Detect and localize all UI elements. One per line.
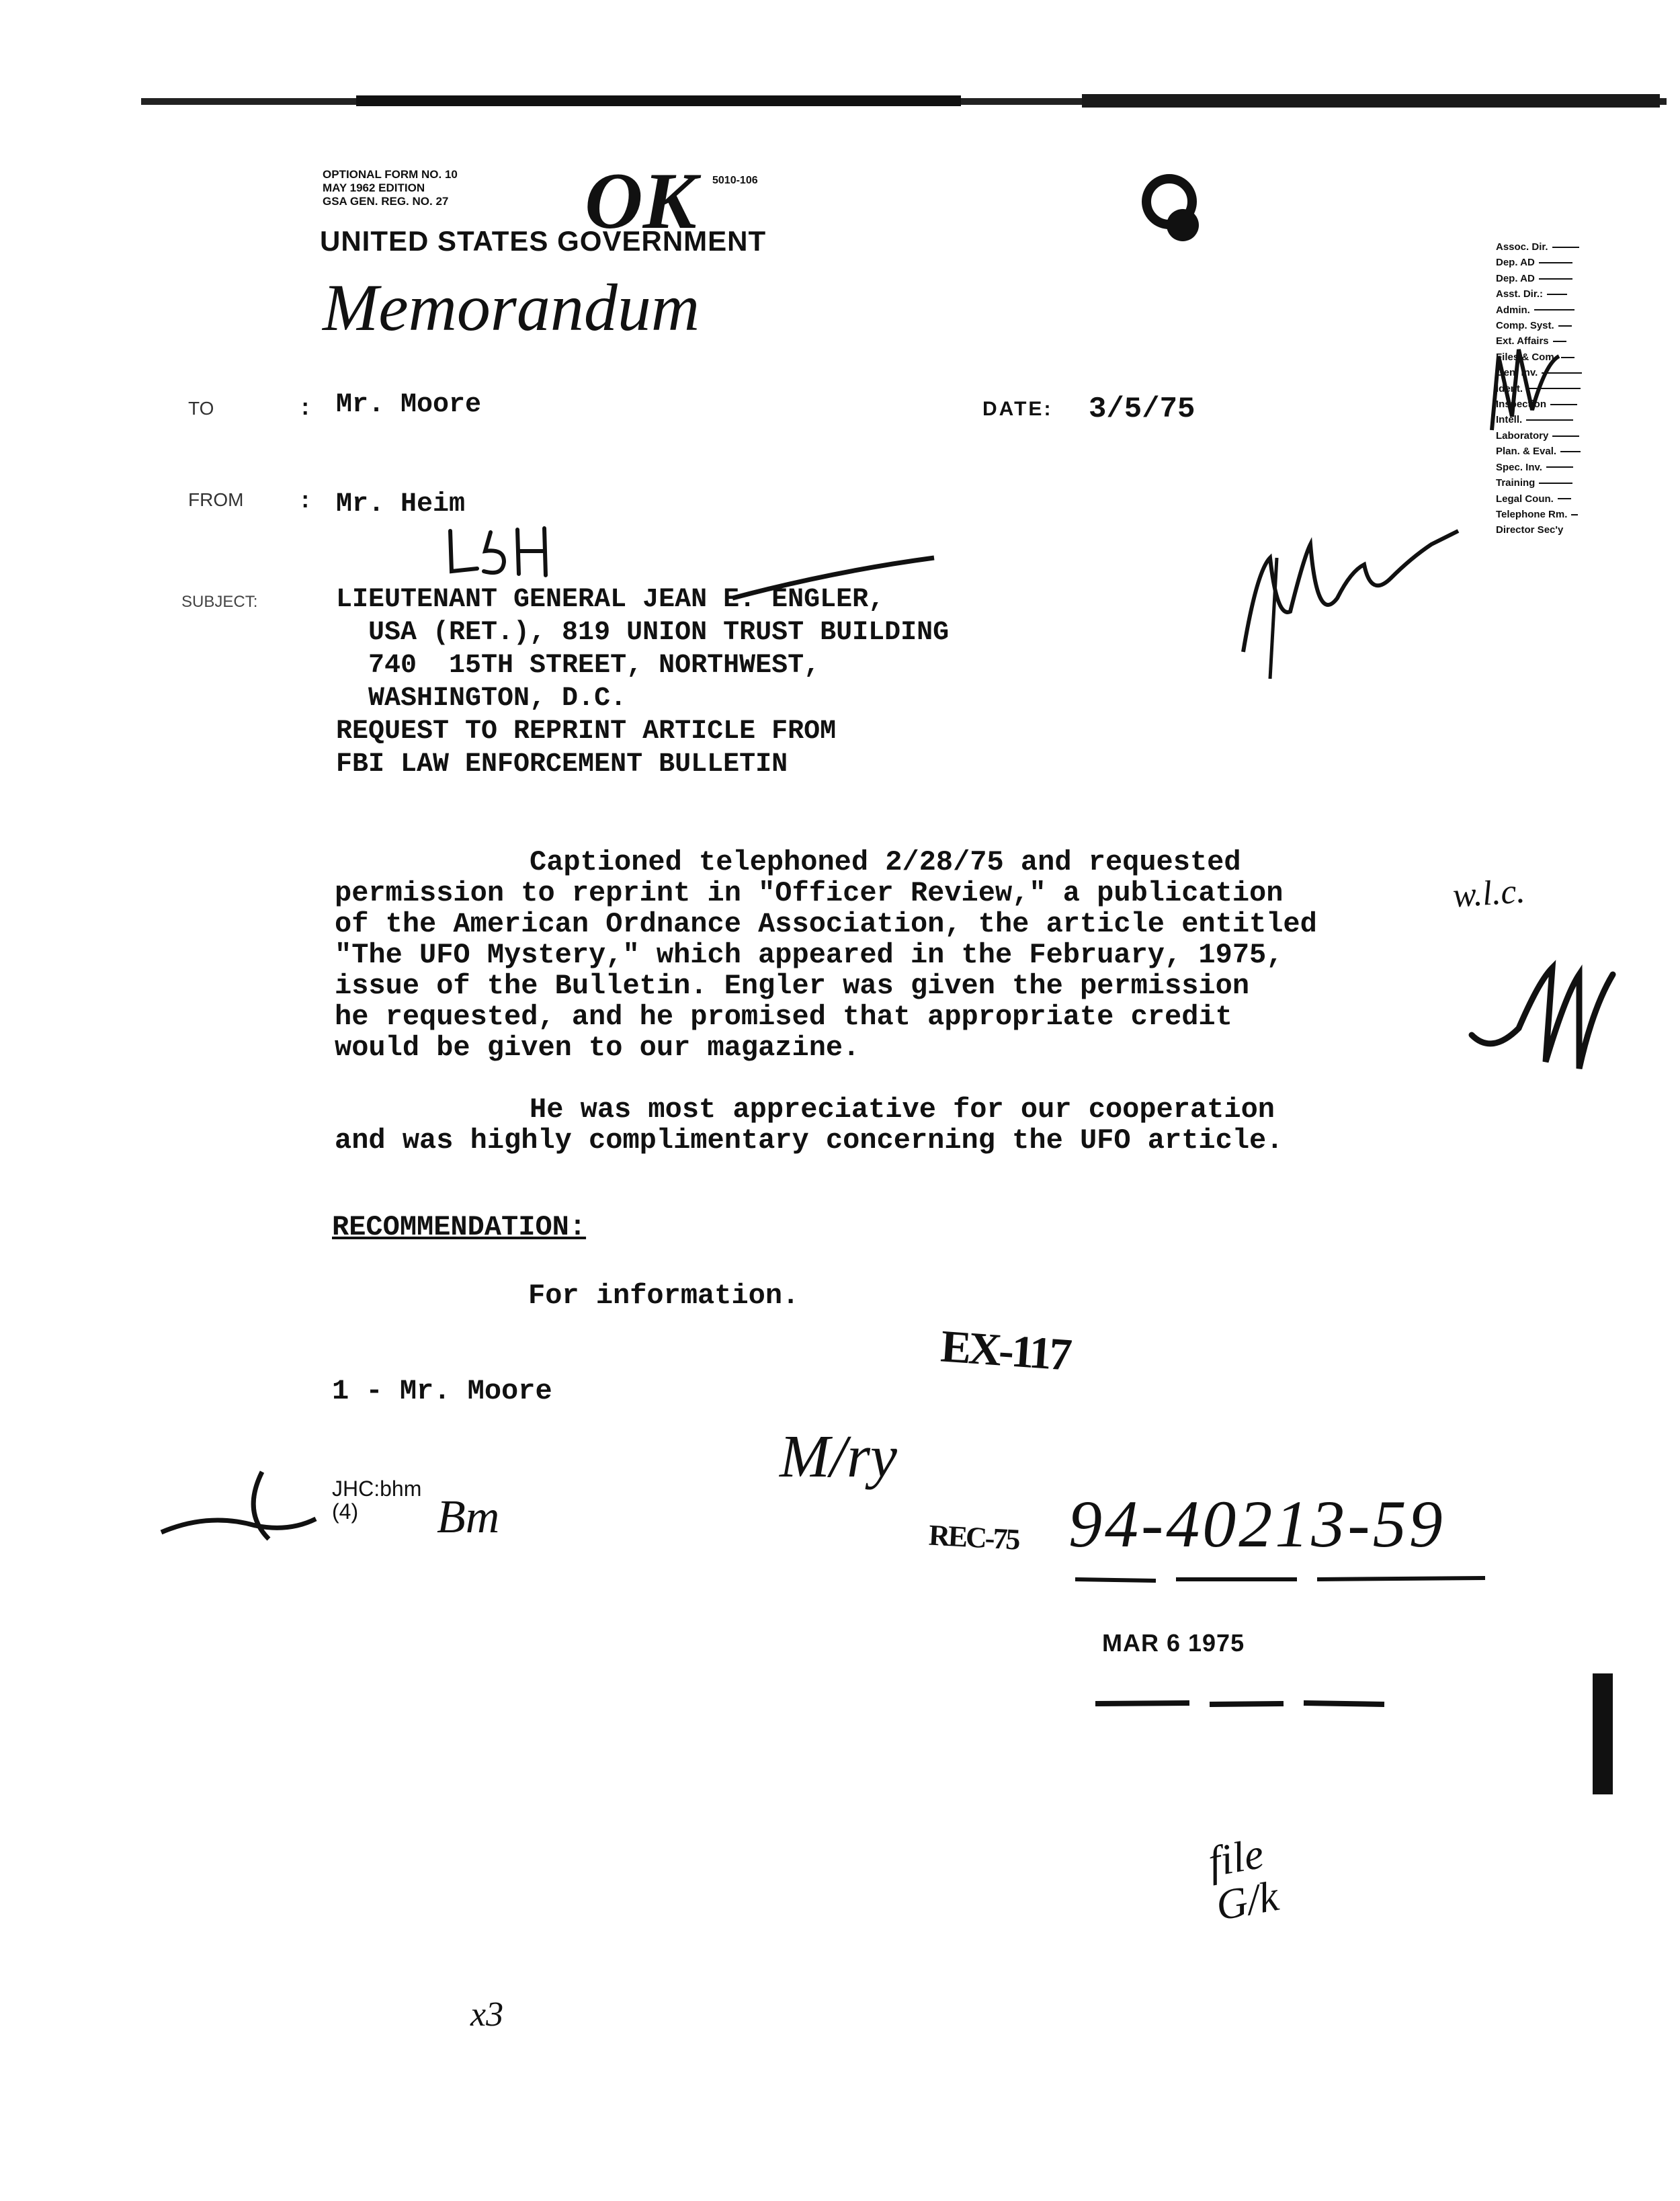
subject-line: LIEUTENANT GENERAL JEAN E. ENGLER, xyxy=(336,585,885,615)
handwritten-signature xyxy=(1230,517,1472,692)
top-smudge-band xyxy=(141,94,1667,109)
government-header: UNITED STATES GOVERNMENT xyxy=(320,225,767,257)
from-label: FROM xyxy=(188,489,244,510)
recommendation-text: For information. xyxy=(528,1280,800,1312)
routing-item: Director Sec'y xyxy=(1496,524,1564,536)
handwritten-file-note xyxy=(1205,1830,1282,1928)
routing-item: Inspection xyxy=(1496,397,1582,412)
routing-item: Plan. & Eval. xyxy=(1496,444,1582,459)
subject-label: SUBJECT: xyxy=(181,593,258,611)
typist-initials xyxy=(332,1477,421,1523)
routing-item: Legal Coun. xyxy=(1496,491,1582,507)
ex-stamp: EX-117 xyxy=(939,1320,1071,1380)
from-value: Mr. Heim xyxy=(336,489,466,520)
handwritten-bm: Bm xyxy=(437,1491,500,1543)
initials-line: (4) xyxy=(332,1499,359,1524)
body-line: permission to reprint in "Officer Review," a publication xyxy=(335,877,1284,909)
form-code: 5010-106 xyxy=(712,175,758,186)
handwritten-routing-initials xyxy=(1478,336,1566,437)
subject-line: WASHINGTON, D.C. xyxy=(336,683,627,714)
body-line: issue of the Bulletin. Engler was given the permission xyxy=(335,970,1250,1002)
routing-item: Comp. Syst. xyxy=(1496,318,1582,333)
handwritten-initials-ljh xyxy=(444,524,551,578)
routing-item: Gen. Inv. xyxy=(1496,365,1582,380)
form-line: MAY 1962 EDITION xyxy=(323,181,425,194)
to-value: Mr. Moore xyxy=(336,390,482,420)
reg-stamp: REC-75 xyxy=(927,1518,1019,1556)
to-label: TO xyxy=(188,398,214,419)
memo-body xyxy=(335,847,1490,1156)
routing-item: Dep. AD xyxy=(1496,255,1582,270)
ink-blot-mark xyxy=(1136,168,1210,249)
routing-item: Ident. xyxy=(1496,381,1582,397)
edge-smudge xyxy=(1579,1667,1633,1801)
form-line: GSA GEN. REG. NO. 27 xyxy=(323,195,449,208)
copy-distribution: 1 - Mr. Moore xyxy=(332,1375,552,1407)
handwritten-initial-m xyxy=(1465,954,1626,1089)
body-line: of the American Ordnance Association, the article entitled xyxy=(335,908,1317,940)
routing-item: Telephone Rm. xyxy=(1496,507,1582,522)
form-number-note xyxy=(323,168,458,208)
routing-item: Files & Com. xyxy=(1496,349,1582,365)
routing-item: Ext. Affairs xyxy=(1496,333,1582,349)
date-stamp: MAR 6 1975 xyxy=(1102,1629,1245,1657)
handwritten-mry: M/ry xyxy=(780,1423,897,1490)
subject-line: REQUEST TO REPRINT ARTICLE FROM xyxy=(336,716,837,747)
subject-line: FBI LAW ENFORCEMENT BULLETIN xyxy=(336,749,788,780)
routing-item: Spec. Inv. xyxy=(1496,460,1582,475)
memorandum-title: Memorandum xyxy=(323,270,700,345)
file-number-underline xyxy=(1075,1573,1492,1586)
page-marker: x3 xyxy=(470,1995,504,2034)
stamp-underline xyxy=(1095,1694,1391,1714)
body-line: He was most appreciative for our cooperation xyxy=(530,1093,1275,1126)
initials-line: JHC:bhm xyxy=(332,1477,422,1501)
to-colon: : xyxy=(298,397,312,422)
date-label: DATE: xyxy=(982,398,1053,420)
routing-item: Intell. xyxy=(1496,412,1582,427)
routing-item: Training xyxy=(1496,475,1582,491)
routing-item: Admin. xyxy=(1496,302,1582,318)
routing-item: Laboratory xyxy=(1496,428,1582,444)
body-line: and was highly complimentary concerning the UFO article. xyxy=(335,1124,1284,1157)
date-value: 3/5/75 xyxy=(1089,392,1195,426)
routing-item: Dep. AD xyxy=(1496,271,1582,286)
subject-block xyxy=(336,583,949,781)
handwritten-squiggle xyxy=(155,1458,329,1552)
recommendation-heading: RECOMMENDATION: xyxy=(332,1211,587,1243)
subject-line: USA (RET.), 819 UNION TRUST BUILDING xyxy=(336,618,950,648)
body-line: "The UFO Mystery," which appeared in the February, 1975, xyxy=(335,939,1284,971)
from-colon: : xyxy=(298,489,312,515)
file-note-line: G/k xyxy=(1212,1872,1282,1929)
handwritten-ok-mark: OK xyxy=(585,156,697,245)
strike-through-mark xyxy=(726,551,941,605)
handwritten-note-wlc: w.l.c. xyxy=(1452,872,1527,915)
body-line: Captioned telephoned 2/28/75 and requested xyxy=(530,846,1241,878)
file-number: 94-40213-59 xyxy=(1068,1487,1445,1561)
body-line: would be given to our magazine. xyxy=(335,1032,860,1064)
routing-item: Asst. Dir.: xyxy=(1496,286,1582,302)
file-note-line: file xyxy=(1204,1829,1267,1886)
routing-item: Assoc. Dir. xyxy=(1496,239,1582,255)
subject-line: 740 15TH STREET, NORTHWEST, xyxy=(336,651,821,681)
form-line: OPTIONAL FORM NO. 10 xyxy=(323,168,458,181)
body-line: he requested, and he promised that appropriate credit xyxy=(335,1001,1232,1033)
